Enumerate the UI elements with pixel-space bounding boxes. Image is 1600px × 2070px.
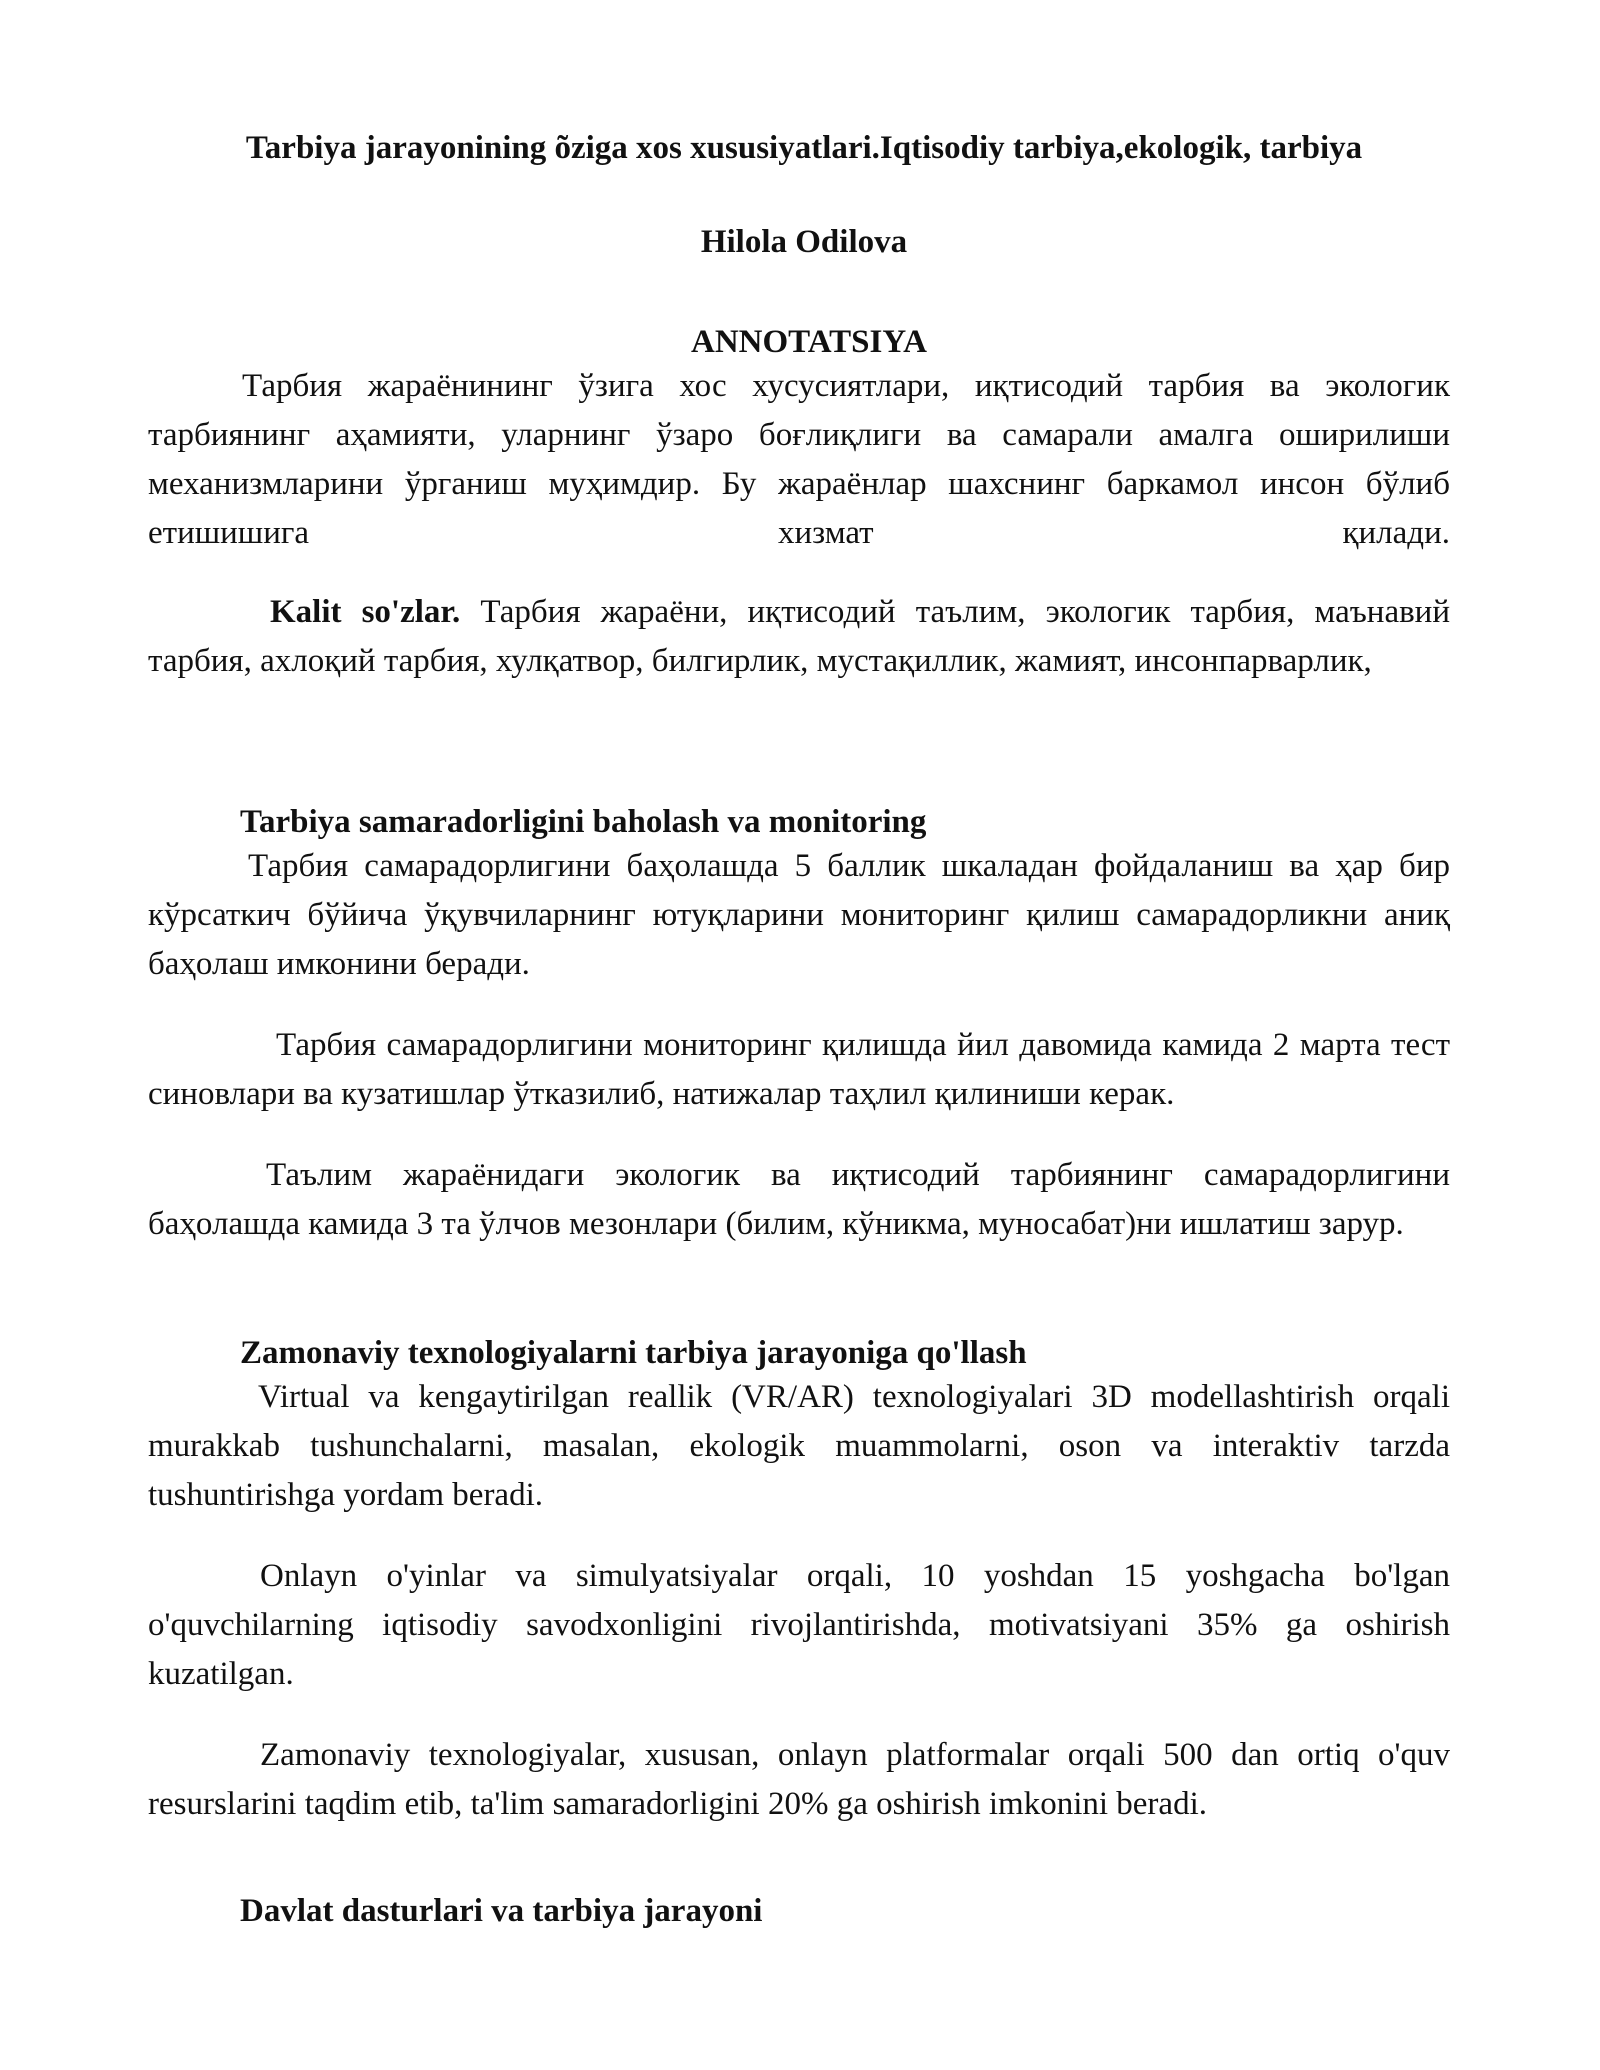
abstract-heading: ANNOTATSIYA <box>691 324 927 360</box>
section-heading-state-programs: Davlat dasturlari va tarbiya jarayoni <box>240 1893 763 1929</box>
section-paragraph: Тарбия самарадорлигини баҳолашда 5 баллик шкаладан фойдаланиш ва ҳар бир кўрсаткич бўйича ўқувчиларнинг ютуқларини мониторинг қилиш самарадорликни аниқ баҳолаш имконини беради. <box>148 848 1450 982</box>
abstract-paragraph: Тарбия жараёнининг ўзига хос хусусиятлари, иқтисодий тарбия ва экологик тарбиянинг аҳамияти, уларнинг ўзаро боғлиқлиги ва самарали амалга оширилиши механизмларини ўрганиш муҳимдир. Бу жараёнлар шахснинг баркамол инсон бўлиб етишишига хизмат қилади. <box>148 368 1450 551</box>
section-paragraph: Onlayn o'yinlar va simulyatsiyalar orqali, 10 yoshdan 15 yoshgacha bo'lgan o'quvchilarning iqtisodiy savodxonligini rivojlantirishda, motivatsiyani 35% ga oshirish kuzatilgan. <box>148 1558 1450 1692</box>
section-heading-technologies: Zamonaviy texnologiyalarni tarbiya jarayoniga qo'llash <box>240 1335 1027 1371</box>
section-paragraph: Тарбия самарадорлигини мониторинг қилишда йил давомида камида 2 марта тест синовлари ва кузатишлар ўтказилиб, натижалар таҳлил қилиниши керак. <box>148 1027 1450 1112</box>
section-paragraph: Таълим жараёнидаги экологик ва иқтисодий тарбиянинг самарадорлигини баҳолашда камида 3 та ўлчов мезонлари (билим, кўникма, муносабат)ни ишлатиш зарур. <box>148 1157 1450 1242</box>
section-heading-monitoring: Tarbiya samaradorligini baholash va monitoring <box>240 804 927 840</box>
document-page <box>148 128 1450 1931</box>
keywords-label: Kalit so'zlar. <box>270 594 461 630</box>
keywords-text: Тарбия жараёни, иқтисодий таълим, экологик тарбия, маънавий тарбия, ахлоқий тарбия, хулқатвор, билгирлик, мустақиллик, жамият, инсонпарварлик, <box>148 594 1450 679</box>
section-paragraph: Zamonaviy texnologiyalar, xususan, onlayn platformalar orqali 500 dan ortiq o'quv resurslarini taqdim etib, ta'lim samaradorligini 20% ga oshirish imkonini beradi. <box>148 1737 1450 1822</box>
document-title: Tarbiya jarayonining õziga xos xususiyatlari.Iqtisodiy tarbiya,ekologik, tarbiya <box>245 130 1363 166</box>
author-name: Hilola Odilova <box>700 224 908 260</box>
keywords-paragraph <box>148 588 1450 686</box>
section-paragraph: Virtual va kengaytirilgan reallik (VR/AR) texnologiyalari 3D modellashtirish orqali murakkab tushunchalarni, masalan, ekologik muammolarni, oson va interaktiv tarzda tushuntirishga yordam beradi. <box>148 1379 1450 1513</box>
